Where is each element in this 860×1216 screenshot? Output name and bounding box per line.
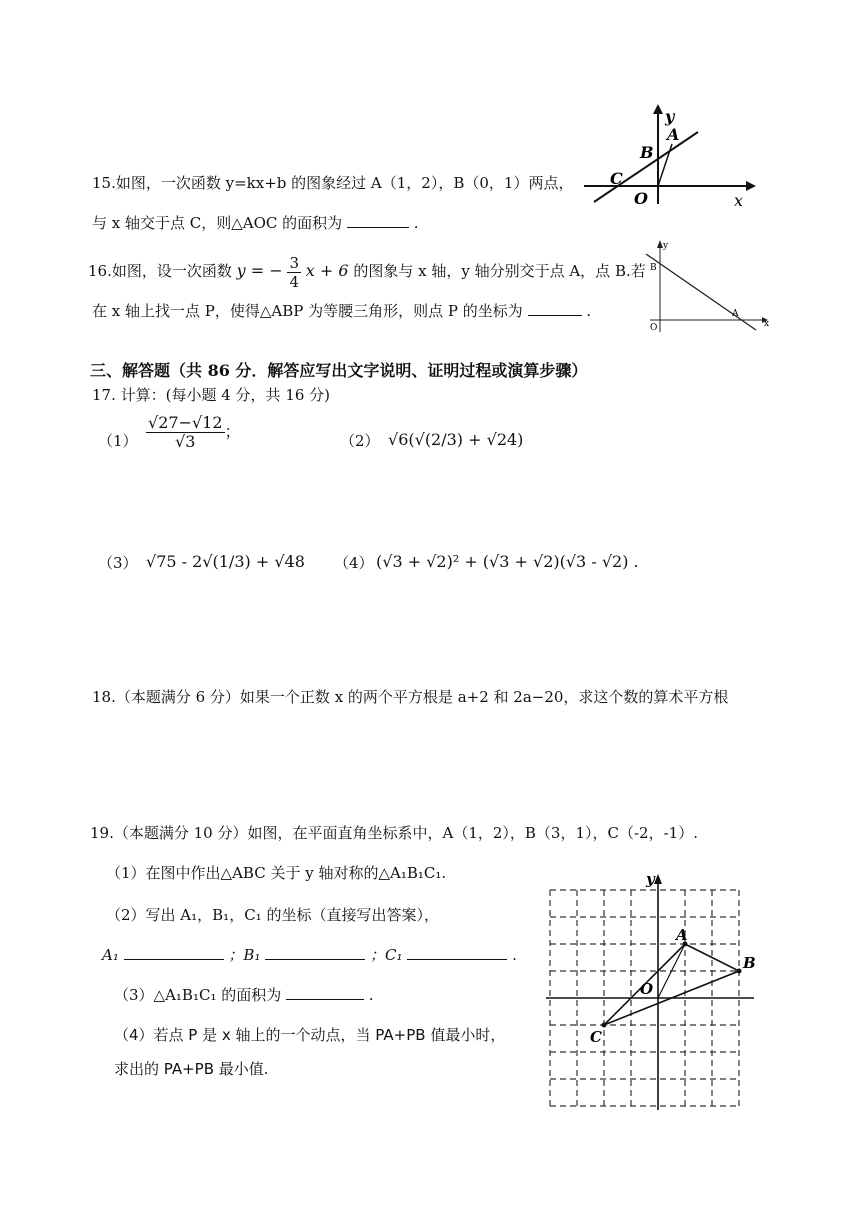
q19-sub4b: 求出的 PA+PB 最小值.: [114, 1060, 269, 1078]
q16-line2-text: 在 x 轴上找一点 P，使得△ABP 为等腰三角形，则点 P 的坐标为: [92, 302, 523, 320]
q16-figure: [636, 236, 772, 336]
q16-frac-num: 3: [289, 253, 299, 272]
q19-fig-c-label: C: [590, 1028, 602, 1046]
q16-answer-blank[interactable]: [528, 301, 582, 316]
q18-text: 18.（本题满分 6 分）如果一个正数 x 的两个平方根是 a+2 和 2a−20，求这个数的算术平方根: [92, 688, 729, 706]
q16-fig-b-label: B: [650, 263, 657, 273]
q17-p3-label: （3）: [98, 554, 138, 572]
q16-prefix: 16.如图，设一次函数: [88, 262, 232, 280]
q17-p1-expr: [146, 414, 241, 451]
q16-fig-o-label: O: [650, 323, 658, 333]
q19-sub3-text: （3）△A₁B₁C₁ 的面积为: [114, 986, 282, 1004]
q16-fig-a-label: A: [732, 309, 739, 319]
q15-fig-x-label: x: [734, 191, 744, 210]
q19-fig-y-label: y: [646, 870, 655, 888]
q15-text: 15.如图，一次函数 y=kx+b 的图象经过 A（1，2），B（0，1）两点，: [92, 174, 574, 192]
q16-line2: [92, 300, 591, 321]
q15-line2-text: 与 x 轴交于点 C，则△AOC 的面积为: [92, 214, 343, 232]
q17-p2-expr: √6(√(2/3) + √24): [388, 430, 524, 449]
q19-sub1: （1）在图中作出△ABC 关于 y 轴对称的△A₁B₁C₁.: [106, 864, 447, 882]
section3-heading: 三、解答题（共 86 分．解答应写出文字说明、证明过程或演算步骤）: [90, 361, 588, 380]
q16-fig-x-label: x: [764, 319, 770, 329]
q19-b1-blank[interactable]: [265, 945, 365, 960]
q19-sub3: [114, 984, 374, 1005]
q19-answers: [102, 944, 517, 965]
q17-p2-label: （2）: [340, 432, 380, 450]
q15-fig-y-label: y: [665, 107, 675, 126]
q15-figure: [574, 100, 760, 210]
q15-fig-a-label: A: [667, 125, 680, 144]
q16-fn-left: y = −: [236, 261, 283, 280]
q19-b1-label: ；B₁: [228, 946, 261, 964]
q16-fn-right: x + 6: [305, 261, 349, 280]
q15-end: .: [413, 214, 419, 232]
q19-c1-label: ；C₁: [370, 946, 403, 964]
q16-fraction: [287, 254, 301, 291]
q17-p4-label: （4）: [334, 554, 374, 572]
q19-fig-o-label: O: [640, 980, 654, 998]
q19-a1-label: A₁: [102, 946, 119, 964]
q16-suffix: 的图象与 x 轴，y 轴分别交于点 A，点 B.若: [353, 262, 646, 280]
q16-frac-den: 4: [289, 272, 299, 291]
q17-p1-tail: ；: [224, 422, 241, 441]
q19-answers-end: .: [512, 946, 517, 964]
q19-grid-figure: [540, 870, 770, 1120]
q19-sub3-end: .: [368, 986, 374, 1004]
q17-p4-expr: (√3 + √2)² + (√3 + √2)(√3 - √2) .: [376, 552, 639, 571]
q17-p1-den: √3: [175, 432, 196, 451]
q16-line1: [88, 252, 646, 291]
q19-sub2: （2）写出 A₁，B₁，C₁ 的坐标（直接写出答案），: [106, 906, 439, 924]
q19-title: 19.（本题满分 10 分）如图，在平面直角坐标系中，A（1，2），B（3，1），C（-2，-1）.: [90, 824, 698, 842]
q17-p3-expr: √75 - 2√(1/3) + √48: [146, 552, 305, 571]
q17-p1-num: √27−√12: [148, 413, 223, 432]
q19-sub4: （4）若点 P 是 x 轴上的一个动点，当 PA+PB 值最小时，: [114, 1026, 506, 1044]
q17-p1-fraction: [146, 414, 225, 451]
q19-c1-blank[interactable]: [407, 945, 507, 960]
q19-fig-a-label: A: [676, 926, 688, 944]
q17-p1-label: （1）: [98, 432, 138, 450]
q19-a1-blank[interactable]: [124, 945, 224, 960]
q15-fig-b-label: B: [640, 143, 654, 162]
q19-sub3-blank[interactable]: [286, 985, 364, 1000]
q15-fig-o-label: O: [634, 189, 648, 208]
q17-title: 17. 计算：(每小题 4 分，共 16 分): [92, 386, 331, 404]
q19-triangle-abc: [604, 944, 739, 1025]
q16-end: .: [586, 302, 592, 320]
q15-answer-blank[interactable]: [347, 213, 409, 228]
q15-fig-c-label: C: [610, 169, 623, 188]
q15-line2: [92, 212, 419, 233]
q19-fig-b-label: B: [743, 954, 756, 972]
q16-fig-y-label: y: [663, 241, 669, 251]
